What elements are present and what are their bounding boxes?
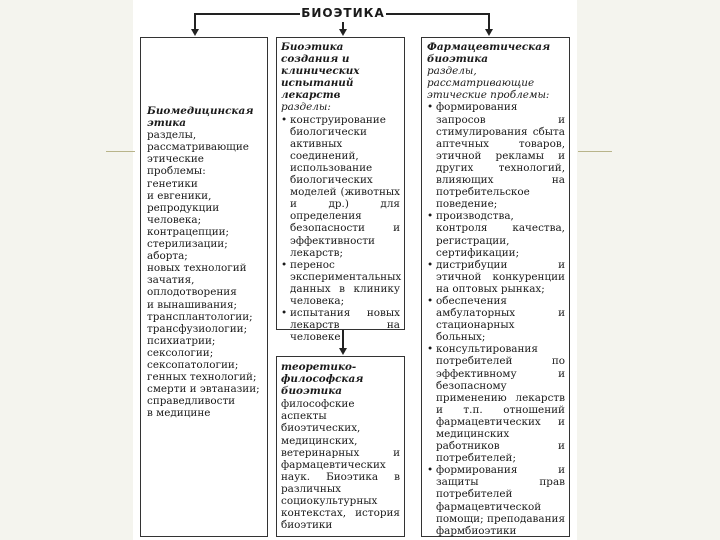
drug-bioethics-heading: Биоэтика создания и клинических испытаний лекарств: [281, 41, 360, 102]
connector-title-left-h: [194, 13, 300, 15]
list-item: сексопатологии;: [147, 358, 239, 371]
list-item: • производства, контроля качества, регистрации, сертификации;: [427, 210, 565, 258]
biomedical-ethics-list: [147, 178, 263, 420]
list-item: справедливости: [147, 395, 236, 408]
list-item: контрацепции;: [147, 225, 230, 238]
list-item: и евгеники,: [147, 189, 212, 202]
connector-title-right-v: [488, 13, 490, 30]
theoretical-bioethics-text: философские аспекты биоэтических, медицинских, ветеринарных и фармацевтических наук. Биоэтика в различных социокультурных контекстах, история биоэтики: [281, 398, 400, 532]
arrow-to-middle-box: [339, 29, 347, 36]
connector-title-right-h: [386, 13, 489, 15]
list-item: сексологии;: [147, 346, 214, 359]
list-item: в медицине: [147, 407, 211, 420]
biomedical-ethics-heading: Биомедицинская этика: [147, 105, 254, 130]
pharma-bioethics-intro: разделы, рассматривающие этические проблемы:: [427, 65, 550, 102]
arrow-to-right-box: [485, 29, 493, 36]
list-item: стерилизации;: [147, 238, 228, 251]
pharma-bioethics-heading: Фармацевтическая биоэтика: [427, 41, 551, 66]
drug-bioethics-intro: разделы:: [281, 101, 331, 114]
right-decorative-rule: [578, 151, 612, 152]
theoretical-bioethics-box: [276, 356, 405, 537]
list-item: • формирования запросов и стимулирования сбыта аптечных товаров, этичной рекламы и других технологий, влияющих на потребительское поведение;: [427, 101, 565, 210]
list-item: оплодотворения: [147, 286, 237, 299]
list-item: новых технологий зачатия,: [147, 262, 247, 287]
connector-title-left-v: [194, 13, 196, 30]
list-item: • консультирования потребителей по эффективному и безопасному применению лекарств и т.п. отношений фармацевтических и медицинских работников и потребителей;: [427, 343, 565, 464]
theoretical-bioethics-heading: теоретико-философская биоэтика: [281, 361, 364, 398]
list-item: • обеспечения амбулаторных и стационарных больных;: [427, 295, 565, 343]
list-item: генных технологий;: [147, 371, 257, 384]
list-item: трансплантологии;: [147, 310, 253, 323]
list-item: трансфузиологии;: [147, 322, 248, 335]
left-decorative-rule: [106, 151, 135, 152]
drug-bioethics-box: [276, 37, 405, 344]
list-item: смерти и эвтаназии;: [147, 383, 260, 396]
list-item: • перенос экспериментальных данных в клинику человека;: [281, 259, 400, 307]
biomedical-ethics-intro: разделы, рассматривающие этические проблемы:: [147, 129, 249, 178]
list-item: аборта;: [147, 250, 188, 263]
diagram-title: [300, 4, 386, 22]
list-item: генетики: [147, 177, 198, 190]
list-item: • формирования и защиты прав потребителей фармацевтической помощи; преподавания фармбиоэтики: [427, 464, 565, 537]
list-item: • дистрибуции и этичной конкуренции на оптовых рынках;: [427, 259, 565, 295]
list-item: • конструирование биологически активных соединений, использование биологических моделей (животных и др.) для определения безопасности и эффективности лекарств;: [281, 114, 400, 259]
drug-bioethics-list: [281, 114, 400, 344]
list-item: • испытания новых лекарств на человеке: [281, 307, 400, 343]
pharma-bioethics-box: [421, 37, 570, 537]
arrow-to-middle-bottom-box: [339, 348, 347, 355]
list-item: репродукции человека;: [147, 201, 220, 226]
biomedical-ethics-box: [140, 37, 268, 537]
diagram-title-text: БИОЭТИКА: [301, 6, 385, 20]
pharma-bioethics-list: [427, 101, 565, 536]
list-item: и вынашивания;: [147, 298, 238, 311]
arrow-to-left-box: [191, 29, 199, 36]
list-item: психиатрии;: [147, 334, 216, 347]
